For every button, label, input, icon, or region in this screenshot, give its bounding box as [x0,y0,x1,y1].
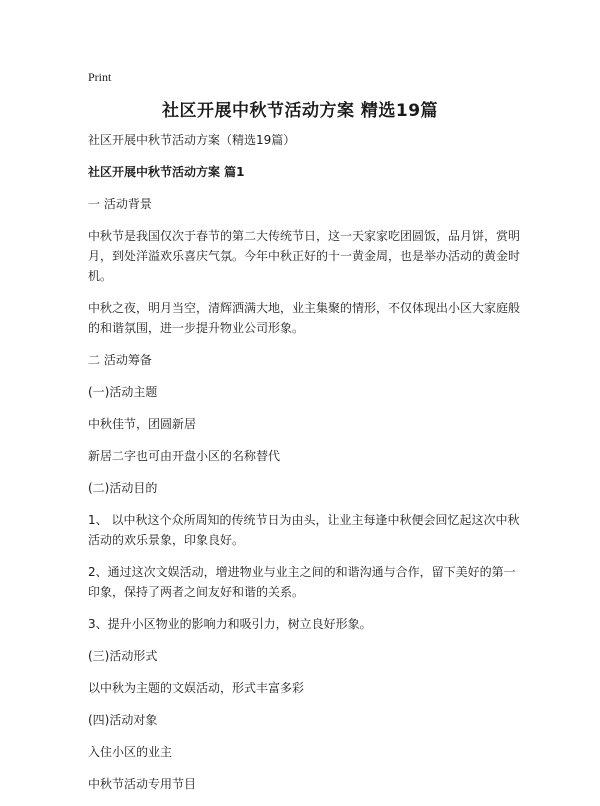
subsection-label: (三)活动形式 [88,649,158,663]
body-paragraph: 中秋节是我国仅次于春节的第二大传统节日，这一天家家吃团圆饭，品月饼，赏明月，到处洋溢欢乐喜庆气氛。今年中秋正好的十一黄金周，也是举办活动的黄金时机。 [88,229,521,283]
section-heading: 社区开展中秋节活动方案 篇1 [88,165,245,179]
list-item: 1、 以中秋这个众所周知的传统节日为由头，让业主每逢中秋便会回忆起这次中秋活动的欢乐景象，印象良好。 [88,513,520,547]
subsection-label: (二)活动目的 [88,481,158,495]
document-title: 社区开展中秋节活动方案 精选19篇 [161,101,439,121]
subtitle-line: 社区开展中秋节活动方案（精选19篇） [88,133,296,147]
body-paragraph: 中秋佳节，团圆新居 [88,417,197,431]
section-label: 一 活动背景 [88,197,152,211]
print-link[interactable]: Print [88,70,112,84]
list-item: 3、提升小区物业的影响力和吸引力，树立良好形象。 [88,617,372,631]
document-body [88,130,524,806]
body-paragraph: 中秋节活动专用节目 [88,777,197,791]
subsection-label: (一)活动主题 [88,385,158,399]
body-paragraph: 以中秋为主题的文娱活动，形式丰富多彩 [88,681,305,695]
list-item: 2、通过这次文娱活动，增进物业与业主之间的和谐沟通与合作，留下美好的第一印象，保持了两者之间友好和谐的关系。 [88,565,516,599]
body-paragraph: 中秋之夜，明月当空，清辉洒满大地，业主集聚的情形，不仅体现出小区大家庭般的和谐氛围，进一步提升物业公司形象。 [88,301,521,335]
body-paragraph: 新居二字也可由开盘小区的名称替代 [88,449,281,463]
section-label: 二 活动筹备 [88,353,152,367]
body-paragraph: 入住小区的业主 [88,745,173,759]
subsection-label: (四)活动对象 [88,713,158,727]
